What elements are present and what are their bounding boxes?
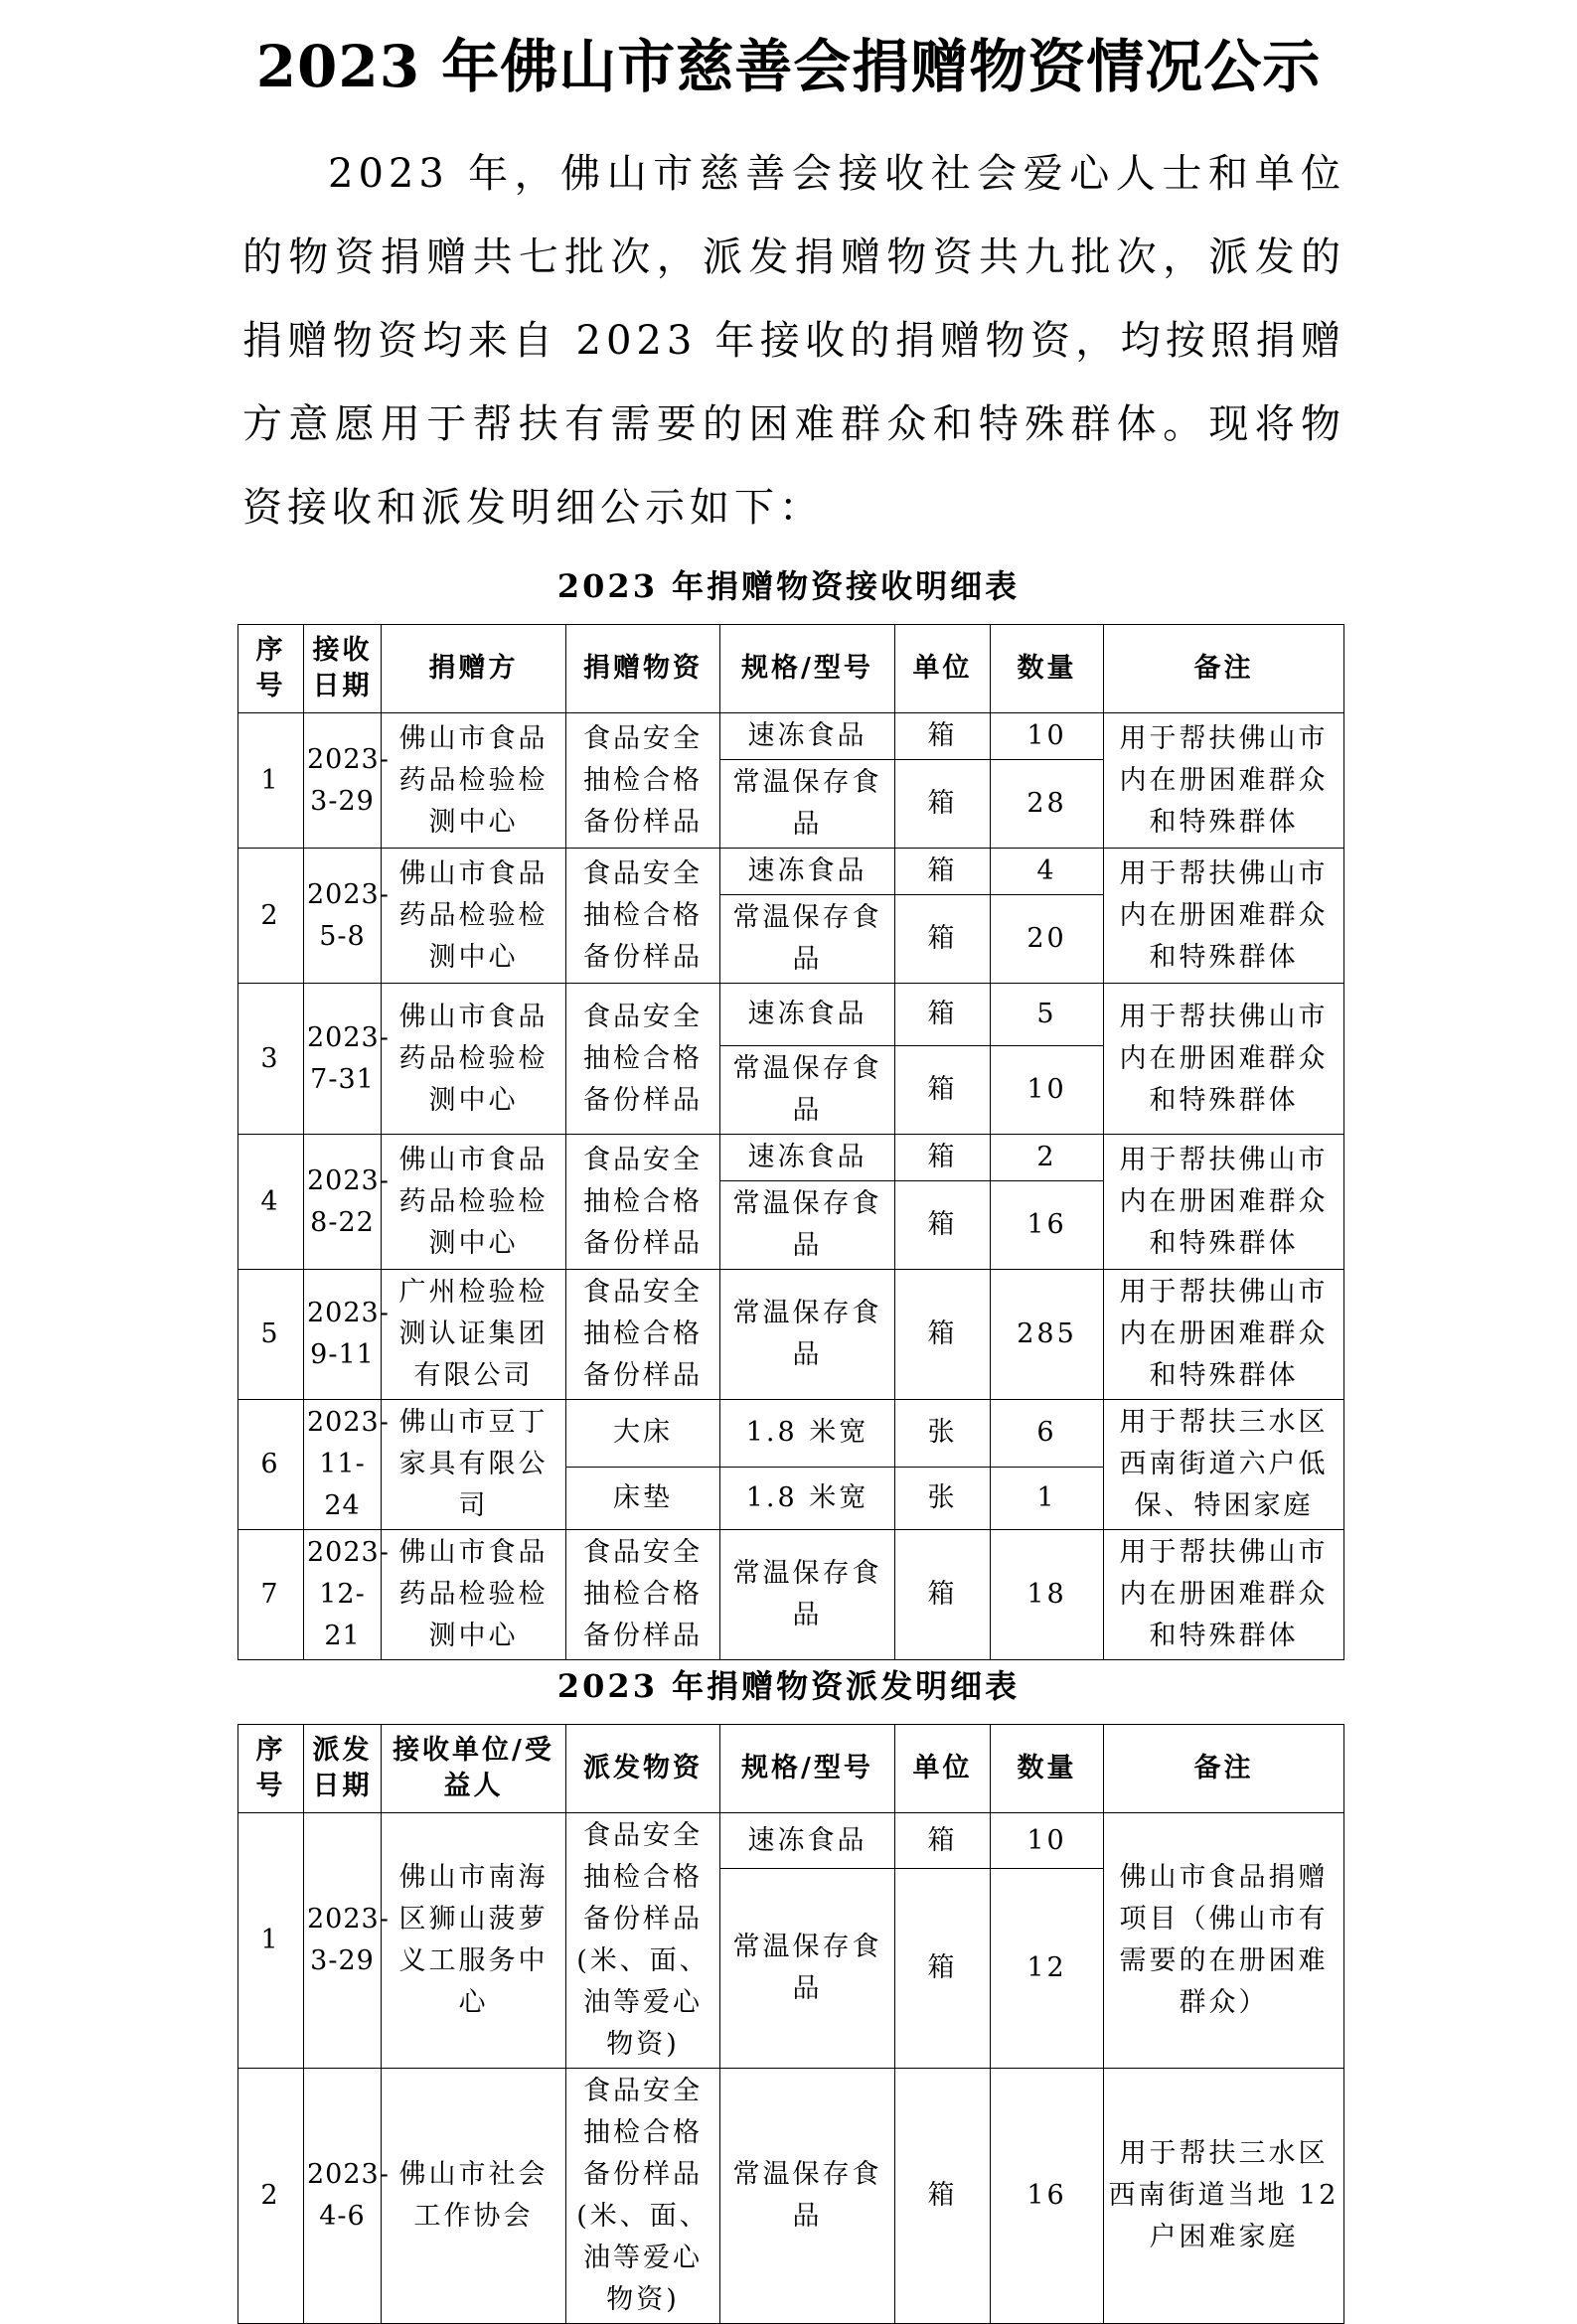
material-cell: 食品安全抽检合格备份样品 [566,1270,720,1400]
spec-cell: 常温保存食品 [720,895,895,984]
header-cell: 序号 [238,625,304,713]
spec-cell: 常温保存食品 [720,1530,895,1660]
recipient-cell: 佛山市社会工作协会 [382,2069,566,2324]
table-row [238,2069,1344,2324]
qty-cell: 12 [991,1869,1104,2069]
unit-cell: 箱 [895,760,991,849]
note-cell: 用于帮扶佛山市内在册困难群众和特殊群体 [1104,1270,1344,1400]
header-cell: 数量 [991,625,1104,713]
material-cell: 食品安全抽检合格备份样品 [566,984,720,1135]
table-row [238,1530,1344,1660]
receive-table-title: 2023 年捐赠物资接收明细表 [556,567,1021,605]
unit-cell: 箱 [895,713,991,760]
seq-cell: 4 [238,1135,304,1270]
table-row [238,1135,1344,1181]
note-cell: 用于帮扶佛山市内在册困难群众和特殊群体 [1104,1530,1344,1660]
spec-cell: 速冻食品 [720,713,895,760]
receive-table [237,624,1344,1660]
table-header-row [238,1725,1344,1813]
seq-cell: 5 [238,1270,304,1400]
unit-cell: 箱 [895,984,991,1046]
material-cell: 食品安全抽检合格备份样品 [566,713,720,849]
note-cell: 用于帮扶佛山市内在册困难群众和特殊群体 [1104,849,1344,984]
material-cell: 大床 [566,1400,720,1468]
date-cell: 2023-3-29 [304,713,382,849]
spec-cell: 常温保存食品 [720,760,895,849]
spec-cell: 1.8 米宽 [720,1467,895,1530]
qty-cell: 285 [991,1270,1104,1400]
qty-cell: 10 [991,1813,1104,1869]
qty-cell: 4 [991,849,1104,895]
material-cell: 床垫 [566,1467,720,1530]
seq-cell: 1 [238,713,304,849]
donor-cell: 广州检验检测认证集团有限公司 [382,1270,566,1400]
note-cell: 佛山市食品捐赠项目（佛山市有需要的在册困难群众） [1104,1813,1344,2069]
unit-cell: 箱 [895,2069,991,2324]
header-cell: 捐赠方 [382,625,566,713]
header-cell: 捐赠物资 [566,625,720,713]
header-cell: 派发物资 [566,1725,720,1813]
note-cell: 用于帮扶三水区西南街道六户低保、特困家庭 [1104,1400,1344,1530]
donor-cell: 佛山市豆丁家具有限公司 [382,1400,566,1530]
unit-cell: 箱 [895,1181,991,1270]
header-cell: 接收单位/受益人 [382,1725,566,1813]
qty-cell: 10 [991,713,1104,760]
material-cell: 食品安全抽检合格备份样品 [566,1135,720,1270]
unit-cell: 箱 [895,1135,991,1181]
date-cell: 2023-5-8 [304,849,382,984]
seq-cell: 3 [238,984,304,1135]
date-cell: 2023-9-11 [304,1270,382,1400]
date-cell: 2023-7-31 [304,984,382,1135]
date-cell: 2023-11-24 [304,1400,382,1530]
table-header-row [238,625,1344,713]
header-cell: 接收日期 [304,625,382,713]
unit-cell: 箱 [895,1869,991,2069]
material-cell: 食品安全抽检合格备份样品 [566,849,720,984]
qty-cell: 10 [991,1046,1104,1135]
unit-cell: 张 [895,1467,991,1530]
seq-cell: 7 [238,1530,304,1660]
spec-cell: 速冻食品 [720,849,895,895]
note-cell: 用于帮扶佛山市内在册困难群众和特殊群体 [1104,713,1344,849]
donor-cell: 佛山市食品药品检验检测中心 [382,1135,566,1270]
spec-cell: 1.8 米宽 [720,1400,895,1468]
header-cell: 序号 [238,1725,304,1813]
date-cell: 2023-8-22 [304,1135,382,1270]
material-cell: 食品安全抽检合格备份样品(米、面、油等爱心物资) [566,1813,720,2069]
donor-cell: 佛山市食品药品检验检测中心 [382,984,566,1135]
unit-cell: 箱 [895,895,991,984]
spec-cell: 常温保存食品 [720,1869,895,2069]
note-cell: 用于帮扶三水区西南街道当地 12 户困难家庭 [1104,2069,1344,2324]
header-cell: 单位 [895,625,991,713]
material-cell: 食品安全抽检合格备份样品(米、面、油等爱心物资) [566,2069,720,2324]
table-row [238,849,1344,895]
donor-cell: 佛山市食品药品检验检测中心 [382,1530,566,1660]
note-cell: 用于帮扶佛山市内在册困难群众和特殊群体 [1104,1135,1344,1270]
unit-cell: 张 [895,1400,991,1468]
donor-cell: 佛山市食品药品检验检测中心 [382,713,566,849]
unit-cell: 箱 [895,1270,991,1400]
unit-cell: 箱 [895,849,991,895]
table-row [238,984,1344,1046]
date-cell: 2023-3-29 [304,1813,382,2069]
distribute-table [237,1724,1344,2324]
table-row [238,713,1344,760]
qty-cell: 18 [991,1530,1104,1660]
donor-cell: 佛山市食品药品检验检测中心 [382,849,566,984]
qty-cell: 20 [991,895,1104,984]
spec-cell: 速冻食品 [720,1135,895,1181]
qty-cell: 6 [991,1400,1104,1468]
material-cell: 食品安全抽检合格备份样品 [566,1530,720,1660]
qty-cell: 2 [991,1135,1104,1181]
qty-cell: 28 [991,760,1104,849]
date-cell: 2023-12-21 [304,1530,382,1660]
spec-cell: 常温保存食品 [720,2069,895,2324]
page-title: 2023 年佛山市慈善会捐赠物资情况公示 [255,33,1322,100]
table-row [238,1813,1344,1869]
seq-cell: 6 [238,1400,304,1530]
seq-cell: 1 [238,1813,304,2069]
header-cell: 规格/型号 [720,625,895,713]
unit-cell: 箱 [895,1813,991,1869]
intro-paragraph: 2023 年，佛山市慈善会接收社会爱心人士和单位的物资捐赠共七批次，派发捐赠物资共九批次，派发的捐赠物资均来自 2023 年接收的捐赠物资，均按照捐赠方意愿用于帮扶有需要的困难群众和特殊群体。现将物资接收和派发明细公示如下： [242,151,1345,531]
header-cell: 派发日期 [304,1725,382,1813]
spec-cell: 常温保存食品 [720,1270,895,1400]
table-row [238,1270,1344,1400]
header-cell: 备注 [1104,1725,1344,1813]
seq-cell: 2 [238,849,304,984]
unit-cell: 箱 [895,1046,991,1135]
unit-cell: 箱 [895,1530,991,1660]
qty-cell: 5 [991,984,1104,1046]
distribute-table-title: 2023 年捐赠物资派发明细表 [556,1667,1021,1705]
header-cell: 数量 [991,1725,1104,1813]
table-row [238,1400,1344,1468]
header-cell: 规格/型号 [720,1725,895,1813]
spec-cell: 速冻食品 [720,984,895,1046]
spec-cell: 常温保存食品 [720,1046,895,1135]
spec-cell: 速冻食品 [720,1813,895,1869]
recipient-cell: 佛山市南海区狮山菠萝义工服务中心 [382,1813,566,2069]
qty-cell: 1 [991,1467,1104,1530]
header-cell: 备注 [1104,625,1344,713]
date-cell: 2023-4-6 [304,2069,382,2324]
header-cell: 单位 [895,1725,991,1813]
qty-cell: 16 [991,2069,1104,2324]
spec-cell: 常温保存食品 [720,1181,895,1270]
qty-cell: 16 [991,1181,1104,1270]
seq-cell: 2 [238,2069,304,2324]
note-cell: 用于帮扶佛山市内在册困难群众和特殊群体 [1104,984,1344,1135]
